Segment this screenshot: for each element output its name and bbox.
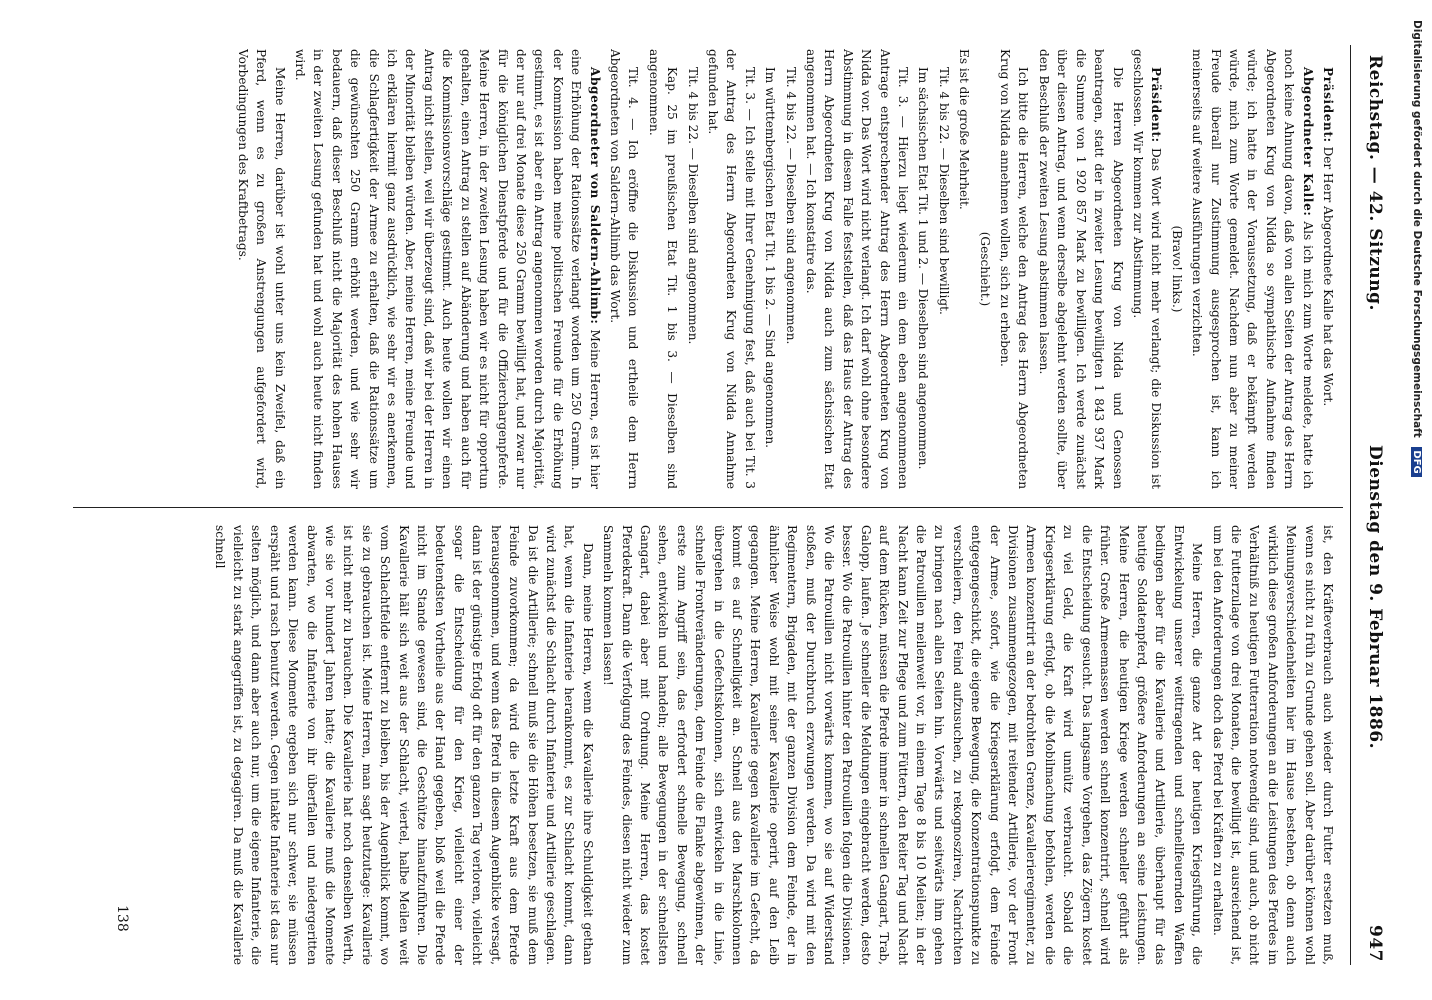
paragraph	[1167, 49, 1185, 489]
paragraph-text: Meine Herren, darüber ist wohl unter uns kein Zweifel, daß ein Pferd, wenn es zu großen Anstrengungen aufgefordert wird, Vorbedingungen des Kraftbetrags.	[235, 49, 287, 489]
paragraph-text: Im württembergischen Etat Tit. 1 bis 2. — Sind angenommen.	[763, 67, 778, 449]
paragraph	[233, 49, 288, 489]
left-column	[117, 49, 1337, 489]
paragraph-text: Die Herren Abgeordneten Krug von Nidda und Genossen beantragen, statt der in zweiter Lesung bewilligten 1 843 937 Mark die Summe von 1 920 857 Mark zu bewilligen. Ich werde zunächst über diesen Antrag, und wenn derselbe abgelehnt werden sollte, über den Beschluß der zweiten Lesung abstimmen lassen.	[1036, 49, 1125, 489]
paragraph-text: Das Wort wird nicht mehr verlangt; die Diskussion ist geschlossen. Wir kommen zur Abstimmung.	[1130, 49, 1164, 489]
paragraph	[1129, 49, 1166, 489]
paragraph	[644, 49, 681, 489]
digitization-note	[1403, 20, 1429, 980]
sidenote-text: Digitalisierung gefördert durch die Deutsche Forschungsgemeinschaft	[1411, 20, 1423, 438]
paragraph	[210, 525, 597, 965]
header-rule	[1350, 45, 1351, 965]
paragraph	[996, 49, 1033, 489]
speaker-name: Abgeordneter von Saldern-Ahlimb:	[587, 67, 602, 325]
paragraph-text: Dann, meine Herren, wenn die Kavallerie ihre Schuldigkeit gethan hat, wenn die Infanterie herankommt, es zur Schlacht kommt, dann wird zunächst die Schlacht durch Infanterie und Artillerie geschlagen. Da ist die Artillerie; schnell muß sie die Höhen besetzen, sie muß dem Feinde zuvorkommen; da wird die letzte Kraft aus dem Pferde herausgenommen, und wenn das Pferd in diesem Augenblicke versagt, dann ist der günstige Erfolg oft für den ganzen Tag verloren, vielleicht sogar die Entscheidung für den Krieg, vielleicht einer der bedeutendsten Vortheile aus der Hand gegeben, bloß weil die Pferde nicht im Stande gewesen sind, die Geschütze hinaufzuführen. Die Kavallerie hält sich weit aus der Schlacht, viertel, halbe Meilen weit vom Schlachtfelde entfernt zu bleiben, bis der Augenblick kommt, wo sie zu gebrauchen ist. Meine Herren, man sagt heutzutage: Kavallerie ist nicht mehr zu brauchen. Die Kavallerie hat noch denselben Werth, wie sie vor hundert Jahren hatte; die Kavallerie muß die Momente abwarten, wo die Infanterie von ihr überfallen und niedergeritten werden kann. Diese Momente ergeben sich nur schwer, sie müssen erspäht und rasch benutzt werden. Gegen intakte Infanterie ist das nur selten möglich, und dann aber auch nur, um die eigene Infanterie, die vielleicht zu stark angegriffen ist, zu degagiren. Da muß die Kavallerie schnell	[212, 525, 595, 965]
paragraph-text: Meine Herren, die ganze Art der heutigen Kriegsführung, die Entwickelung unserer weittragenden und schnellfeuernden Waffen bedingen aber für die Kavallerie und Artillerie, überhaupt für das heutige Soldatenpferd, größere Anforderungen an seine Leistungen. Meine Herren, die heutigen Kriege werden schneller geführt als früher. Große Armeemassen werden schnell konzentrirt, schnell wird die Entscheidung gesucht. Das langsame Vorgehen, das Zögern kostet zu viel Geld, die Kraft wird unnütz verbraucht. Sobald die Kriegserklärung erfolgt, ob die Mobilmachung befohlen, werden die Armeen konzentrirt an der bedrohten Grenze, Kavallerieregimenter, zu Divisionen zusammengezogen, mit reitender Artillerie, vor der Front der Armee, sofort, wie die Kriegserklärung erfolgt, dem Feinde entgegengeschickt, die eigene Bewegung, die Konzentrationspunkte zu verschleiern, den Feind aufzusuchen, zu rekognosziren, Nachrichten zu bringen nach allen Seiten hin. Vorwärts und seitwärts ihm gehen die Patrouillen meilenweit vor, in einem Tage 8 bis 10 Meilen; in der Nacht kann Zeit zur Pflege und zum Füttern, den Reiter Tag und Nacht auf dem Rücken, müssen die Pferde immer in schnellen Gangart, Trab, Galopp, laufen. Je schneller die Meldungen eingebracht werden, desto besser. Wo die Patrouillen hinter den Patrouillen folgen die Divisionen. Wo die Patrouillen nicht vorwärts kommen, wo sie auf Widerstand stoßen, muß der Durchbruch erzwungen werden. Da wird mit den Regimentern, Brigaden, mit der ganzen Division dem Feinde, der in ähnlicher Weise wohl mit seiner Kavallerie operirt, auf den Leib gegangen. Meine Herren, Kavallerie gegen Kavallerie im Gefecht, da kommt es auf Schnelligkeit an. Schnell aus den Marschkolonnen übergehen in die Gefechtskolonnen, sich entwickeln in die Linie, schnelle Frontveränderungen, dem Feinde die Flanke abgewinnen, der erste zum Angriff sein, das erfordert schnelle Bewegung, schnell sehen, entwickeln und handeln; alle Bewegungen in der schnellsten Gangart, dabei aber mit Ordnung. Meine Herren, das kostet Pferdekraft. Dann die Verfolgung des Feindes, diesen nicht wieder zum Sammeln kommen lassen!	[601, 525, 1205, 965]
paragraph	[975, 49, 993, 489]
page-header	[1347, 25, 1395, 985]
paragraph-text: Tit. 4 bis 22. — Dieselben sind angenommen.	[685, 67, 700, 345]
paragraph	[781, 49, 799, 489]
paragraph-text: (Geschieht.)	[977, 231, 992, 307]
paragraph-text: Kap. 25 im preußischen Etat Tit. 1 bis 3. — Dieselben sind angenommen.	[646, 49, 680, 489]
paragraph	[955, 49, 973, 489]
paragraph-text: Tit. 3. — Hierzu liegt wiederum ein dem eben angenommenen Antrage entsprechender Antrag des Herrn Abgeordneten Krug von Nidda vor. Das Wort wird nicht verlangt. Ich darf wohl ohne besondere Abstimmung in diesem Falle feststellen, daß das Haus der Antrag des Herrn Abgeordneten Krug von Nidda auch zum sächsischen Etat angenommen hat. — Ich konstatire das.	[804, 49, 911, 489]
paragraph-text: Im sächsischen Etat Tit. 1 und 2. — Dieselben sind angenommen.	[916, 67, 931, 470]
header-left: Reichstag. — 42. Sitzung.	[1365, 55, 1385, 311]
paragraph	[934, 49, 952, 489]
paragraph-text: Tit. 4 bis 22. — Dieselben sind angenommen.	[783, 67, 798, 345]
speaker-name: Präsident:	[1149, 67, 1164, 143]
dfg-logo: DFG	[1411, 447, 1422, 476]
paragraph-text: Meine Herren, es ist hier eine Erhöhung der Rationssätze verlangt worden um 250 Gramm. In der Kommission haben meine politischen Freunde für die Erhöhung gestimmt, es ist aber ein Antrag angenommen worden durch Majorität, der nur auf drei Monate diese 250 Gramm bewilligt hat, und zwar nur für die königlichen Dienstpferde und für die Offizierchargenpferde. Meine Herren, in der zweiten Lesung haben wir es nicht für opportun gehalten, einen Antrag zu stellen auf Abänderung und haben auch für die Kommissionsvorschläge gestimmt. Auch heute wollen wir einen Antrag nicht stellen, weil wir überzeugt sind, daß wir bei der Herren in der Minorität bleiben würden. Aber, meine Herren, meine Freunde und ich erklären hiermit ganz ausdrücklich, wie sehr wir es anerkennen, die Schlagfertigkeit der Armee zu erhalten, daß die Rationssätze um die gewünschten 250 Gramm erhöht werden, und wie sehr wir bedauern, daß dieser Beschluß nicht die Majorität des hohen Hauses in der zweiten Lesung gefunden hat und wohl auch heute nicht finden wird.	[293, 49, 602, 489]
speaker-name: Präsident:	[1321, 67, 1335, 143]
page-number: 947	[1365, 925, 1385, 962]
paragraph	[1035, 49, 1127, 489]
paragraph-text: Tit. 3. — Ich stelle mit Ihrer Genehmigung fest, daß auch bei Tit. 3 der Antrag des Herrn Abgeordneten Krug von Nidda Annahme gefunden hat.	[706, 49, 757, 489]
paragraph-text: Es ist die große Mehrheit.	[957, 49, 972, 210]
page-footer-number: 138	[114, 905, 130, 932]
right-column	[67, 525, 1337, 965]
paragraph	[914, 49, 932, 489]
paragraph	[1319, 49, 1337, 489]
paragraph	[761, 49, 779, 489]
paragraph-text: Der Herr Abgeordnete Kalle hat das Wort.	[1321, 146, 1335, 407]
column-divider	[73, 507, 1343, 508]
paragraph-text: Ich bitte die Herren, welche den Antrag des Herrn Abgeordneten Krug von Nidda annehmen wollen, sich zu erheben.	[998, 49, 1031, 489]
paragraph	[1208, 525, 1337, 965]
rotated-page	[35, 25, 1395, 985]
paragraph	[704, 49, 759, 489]
paragraph	[599, 525, 1206, 965]
paragraph	[802, 49, 912, 489]
paragraph-text: Tit. 4 bis 22. — Dieselben sind bewilligt.	[936, 67, 951, 315]
paragraph	[606, 49, 643, 489]
paragraph	[683, 49, 701, 489]
paragraph-text: (Bravo! links.)	[1169, 225, 1184, 313]
paragraph	[1188, 49, 1317, 489]
paragraph-text: Tit. 4. — Ich eröffne die Diskussion und ertheile dem Herrn Abgeordneten von Saldern-Ahlimb das Wort.	[607, 49, 641, 489]
speaker-name: Abgeordneter Kalle:	[1300, 67, 1315, 217]
paragraph-text: ist, den Kräfteverbrauch auch wieder durch Futter ersetzen muß, wenn es nicht zu früh zu Grunde gehen soll. Aber darüber können wohl Meinungsverschiedenheiten hier im Hause bestehen, ob denn auch wirklich diese großen Anforderungen an die Leistungen des Pferdes im Verhältniß zu heutigen Futterration notwendig sind, und auch, ob nicht die Futterzulage von drei Monaten, die bewilligt ist, ausreichend ist, um bei den Anforderungen doch das Pferd bei Kräften zu erhalten.	[1210, 525, 1335, 965]
header-date: Dienstag den 9. Februar 1886.	[1365, 445, 1385, 750]
paragraph-text: Als ich mich zum Worte meldete, hatte ich noch keine Ahnung davon, daß von allen Seiten der Antrag des Herrn Abgeordneten Krug von Nidda so sympathische Aufnahme finden würde; ich hatte in der Voraussetzung, daß er bekämpft werden würde, mich zum Worte gemeldet. Nachdem nun aber zu meiner Freude überall nur Zustimmung ausgesprochen ist, kann ich meinerseits auf weitere Ausführungen verzichten.	[1190, 49, 1315, 489]
paragraph	[291, 49, 604, 489]
